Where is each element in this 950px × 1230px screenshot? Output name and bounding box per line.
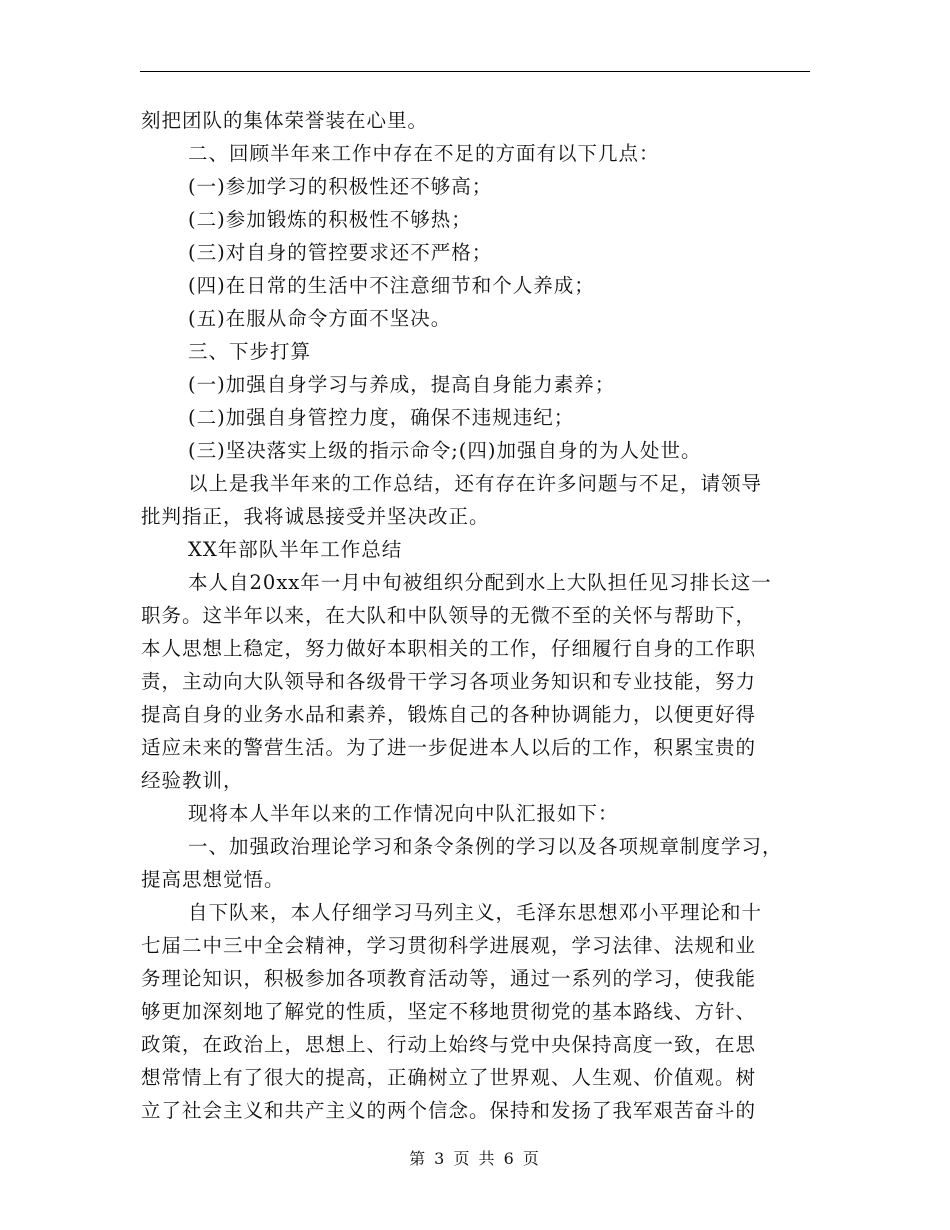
- text-line: (二)参加锻炼的积极性不够热；: [188, 208, 472, 231]
- text-line: 经验教训，: [141, 769, 244, 792]
- text-line: 提高思想觉悟。: [141, 868, 285, 891]
- text-line: 批判指正，我将诚恳接受并坚决改正。: [141, 505, 490, 528]
- text-line: 三、下步打算: [188, 340, 312, 363]
- text-line: 职务。这半年以来，在大队和中队领导的无微不至的关怀与帮助下，: [141, 604, 757, 627]
- text-line: (一)加强自身学习与养成，提高自身能力素养；: [188, 373, 616, 396]
- text-line: (二)加强自身管控力度，确保不违规违纪；: [188, 406, 575, 429]
- text-line: (三)对自身的管控要求还不严格；: [188, 241, 493, 264]
- text-line: 够更加深刻地了解党的性质，坚定不移地贯彻党的基本路线、方针、: [141, 1000, 757, 1023]
- text-line: (四)在日常的生活中不注意细节和个人养成；: [188, 274, 595, 297]
- text-line: 立了社会主义和共产主义的两个信念。保持和发扬了我军艰苦奋斗的: [141, 1099, 757, 1122]
- document-body: [141, 104, 811, 1127]
- text-line: 自下队来，本人仔细学习马列主义，毛泽东思想邓小平理论和十: [188, 901, 763, 924]
- text-line: (三)坚决落实上级的指示命令;(四)加强自身的为人处世。: [188, 439, 702, 462]
- text-line: 现将本人半年以来的工作情况向中队汇报如下：: [188, 802, 619, 825]
- text-line: 政策，在政治上，思想上、行动上始终与党中央保持高度一致，在思: [141, 1033, 757, 1056]
- text-line: 七届二中三中全会精神，学习贯彻科学进展观，学习法律、法规和业: [141, 934, 757, 957]
- text-line: 以上是我半年来的工作总结，还有存在许多问题与不足，请领导: [188, 472, 763, 495]
- text-line: 适应未来的警营生活。为了进一步促进本人以后的工作，积累宝贵的: [141, 736, 757, 759]
- header-rule: [140, 71, 810, 72]
- text-line: 二、回顾半年来工作中存在不足的方面有以下几点：: [188, 142, 660, 165]
- text-line: 务理论知识，积极参加各项教育活动等，通过一系列的学习，使我能: [141, 967, 757, 990]
- text-line: 责，主动向大队领导和各级骨干学习各项业务知识和专业技能，努力: [141, 670, 757, 693]
- text-line: 一、加强政治理论学习和条令条例的学习以及各项规章制度学习，: [188, 835, 783, 858]
- text-line: (一)参加学习的积极性还不够高；: [188, 175, 493, 198]
- text-line: (五)在服从命令方面不坚决。: [188, 307, 452, 330]
- text-line: 本人思想上稳定，努力做好本职相关的工作，仔细履行自身的工作职: [141, 637, 757, 660]
- text-line: 刻把团队的集体荣誉装在心里。: [141, 109, 429, 132]
- page-footer: 第 3 页 共 6 页: [409, 1149, 541, 1168]
- text-line: 想常情上有了很大的提高，正确树立了世界观、人生观、价值观。树: [141, 1066, 757, 1089]
- text-line: 提高自身的业务水品和素养，锻炼自己的各种协调能力，以便更好得: [141, 703, 757, 726]
- text-line: 本人自20xx年一月中旬被组织分配到水上大队担任见习排长这一: [188, 571, 772, 594]
- text-line: XX年部队半年工作总结: [188, 538, 403, 561]
